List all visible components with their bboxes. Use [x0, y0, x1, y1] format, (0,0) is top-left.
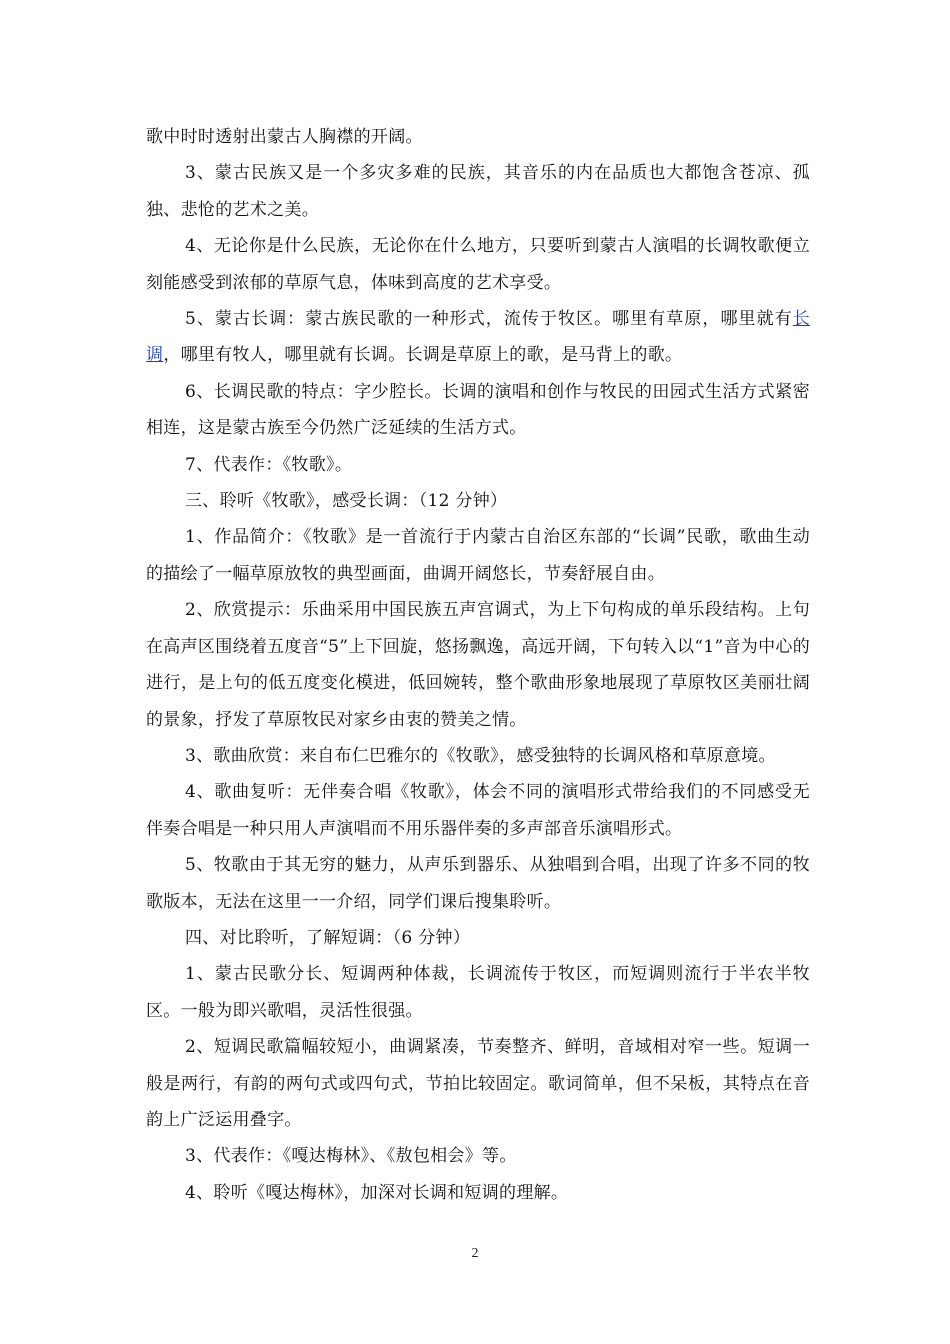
paragraph-song-relisten: 4、歌曲复听：无伴奏合唱《牧歌》，体会不同的演唱形式带给我们的不同感受无伴奏合唱是一种只用人声演唱而不用乐器伴奏的多声部音乐演唱形式。	[146, 782, 810, 839]
paragraph-item-5-text-after: ，哪里有牧人，哪里就有长调。长调是草原上的歌，是马背上的歌。	[163, 345, 683, 366]
paragraph-item-3: 3、蒙古民族又是一个多灾多难的民族，其音乐的内在品质也大都饱含苍凉、孤独、悲怆的艺术之美。	[146, 163, 810, 220]
paragraph-song-appreciation: 3、歌曲欣赏：来自布仁巴雅尔的《牧歌》，感受独特的长调风格和草原意境。	[185, 745, 776, 766]
paragraph-appreciation-tips: 2、欣赏提示：乐曲采用中国民族五声宫调式，为上下句构成的单乐段结构。上句在高声区围绕着五度音“5”上下回旋，悠扬飘逸，高远开阔，下句转入以“1”音为中心的进行，是上句的低五度变化模进，低回婉转，整个歌曲形象地展现了草原牧区美丽壮阔的景象，抒发了草原牧民对家乡由衷的赞美之情。	[146, 600, 810, 730]
paragraph-item-5	[146, 301, 810, 374]
paragraph-representative-works: 3、代表作：《嘎达梅林》、《敖包相会》等。	[185, 1146, 517, 1167]
paragraph-duandiao-features: 2、短调民歌篇幅较短小，曲调紧凑，节奏整齐、鲜明，音域相对窄一些。短调一般是两行，有韵的两句式或四句式，节拍比较固定。歌词简单，但不呆板，其特点在音韵上广泛运用叠字。	[146, 1037, 810, 1130]
changdiao-link[interactable]: 长调	[146, 309, 810, 366]
page-number: 2	[471, 1246, 479, 1261]
paragraph-item-6: 6、长调民歌的特点：字少腔长。长调的演唱和创作与牧民的田园式生活方式紧密相连，这是蒙古族至今仍然广泛延续的生活方式。	[146, 381, 810, 439]
paragraph-genres: 1、蒙古民歌分长、短调两种体裁，长调流传于牧区，而短调则流行于半农半牧区。一般为即兴歌唱，灵活性很强。	[146, 964, 810, 1021]
section-heading-3: 三、聆听《牧歌》，感受长调：（12 分钟）	[185, 491, 508, 512]
paragraph-intro: 1、作品简介：《牧歌》是一首流行于内蒙古自治区东部的“长调”民歌，歌曲生动的描绘了一幅草原放牧的典型画面，曲调开阔悠长，节奏舒展自由。	[146, 527, 810, 584]
paragraph-item-4: 4、无论你是什么民族，无论你在什么地方，只要听到蒙古人演唱的长调牧歌便立刻能感受到浓郁的草原气息，体味到高度的艺术享受。	[146, 236, 810, 293]
paragraph-item-7: 7、代表作：《牧歌》。	[185, 454, 353, 475]
paragraph-continuation: 歌中时时透射出蒙古人胸襟的开阔。	[146, 127, 423, 147]
paragraph-listen-gada-meilin: 4、聆听《嘎达梅林》，加深对长调和短调的理解。	[185, 1182, 569, 1203]
document-body	[146, 119, 810, 1211]
section-heading-4: 四、对比聆听，了解短调：（6 分钟）	[185, 927, 471, 948]
paragraph-versions: 5、牧歌由于其无穷的魅力，从声乐到器乐、从独唱到合唱，出现了许多不同的牧歌版本，无法在这里一一介绍，同学们课后搜集聆听。	[146, 855, 810, 912]
paragraph-item-5-text-before: 5、蒙古长调：蒙古族民歌的一种形式，流传于牧区。哪里有草原，哪里就有	[185, 309, 793, 330]
